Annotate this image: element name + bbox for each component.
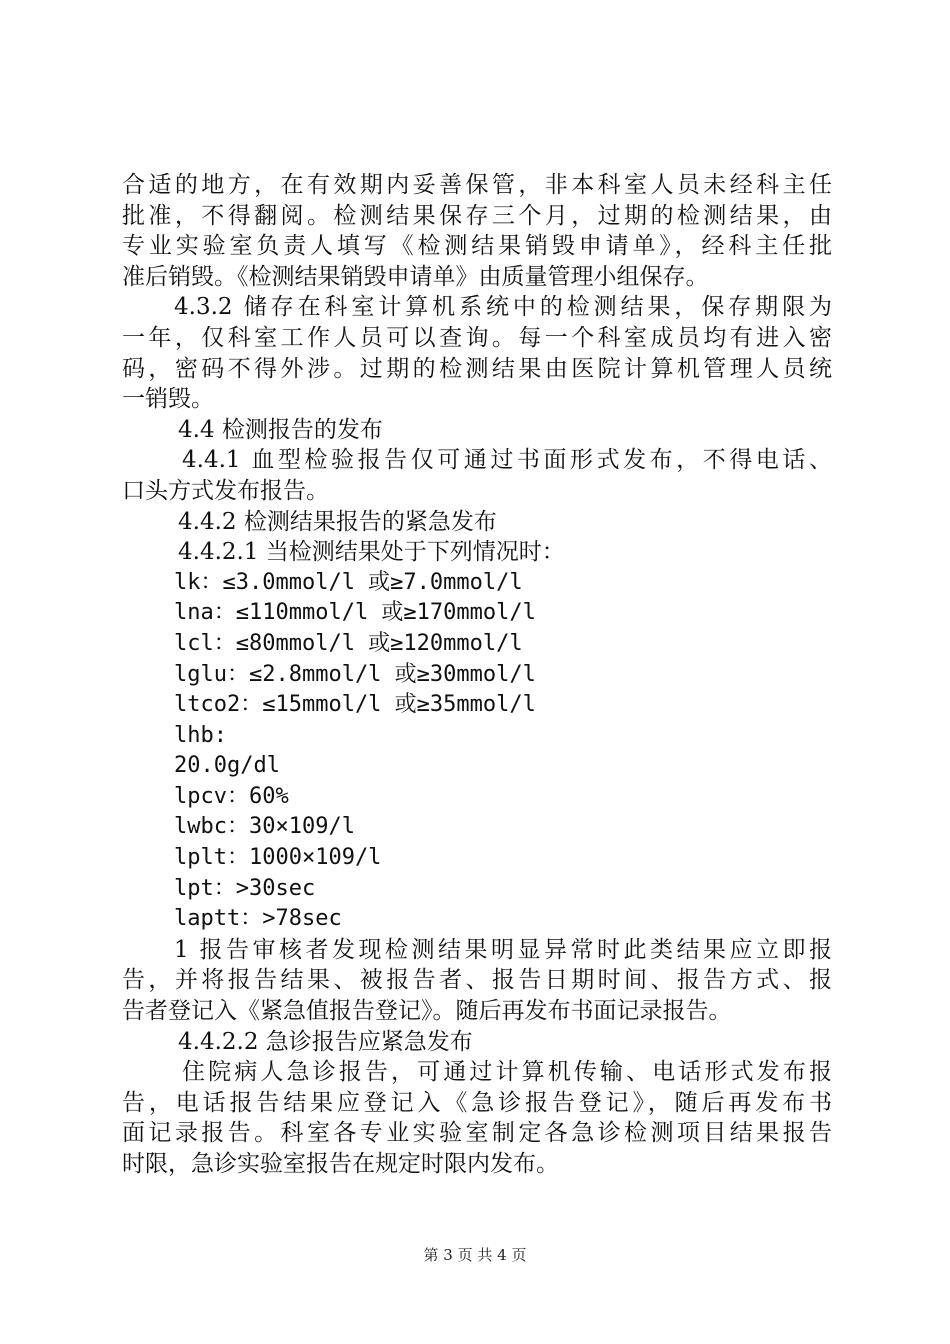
critical-value-item: 20.0g/dl	[174, 753, 280, 779]
text-line: 口头方式发布报告。	[122, 477, 329, 504]
text-line: 一年，仅科室工作人员可以查询。每一个科室成员均有进入密	[122, 324, 832, 351]
critical-value-item: lk：≤3.0mmol/l 或≥7.0mmol/l	[174, 569, 523, 595]
text-line: 专业实验室负责人填写《检测结果销毁申请单》，经科主任批	[122, 233, 832, 260]
critical-value-item: lglu：≤2.8mmol/l 或≥30mmol/l	[174, 661, 536, 687]
critical-value-item: lhb:	[174, 722, 227, 748]
page-footer: 第 3 页 共 4 页	[423, 1246, 527, 1264]
section-heading: 4.4 检测报告的发布	[178, 416, 383, 443]
text-line: 住院病人急诊报告，可通过计算机传输、电话形式发布报	[182, 1059, 832, 1086]
critical-value-item: lpt：>30sec	[174, 875, 316, 901]
section-heading: 4.4.2.2 急诊报告应紧急发布	[178, 1028, 473, 1055]
text-line: 一销毁。	[122, 386, 214, 413]
critical-value-item: lplt：1000×109/l	[174, 845, 382, 871]
critical-value-item: lwbc：30×109/l	[174, 814, 355, 840]
critical-value-item: lna：≤110mmol/l 或≥170mmol/l	[174, 600, 536, 626]
section-heading: 4.4.2.1 当检测结果处于下列情况时：	[178, 539, 565, 566]
text-line: 4.3.2 储存在科室计算机系统中的检测结果，保存期限为	[174, 294, 832, 321]
text-line: 告，电话报告结果应登记入《急诊报告登记》，随后再发布书	[122, 1089, 832, 1116]
section-heading: 4.4.2 检测结果报告的紧急发布	[178, 508, 497, 535]
critical-value-item: lpcv：60%	[174, 783, 289, 809]
text-line: 面记录报告。科室各专业实验室制定各急诊检测项目结果报告	[122, 1120, 832, 1147]
text-line: 准后销毁。《检测结果销毁申请单》由质量管理小组保存。	[122, 263, 709, 290]
critical-value-item: ltco2：≤15mmol/l 或≥35mmol/l	[174, 692, 536, 718]
text-line: 1 报告审核者发现检测结果明显异常时此类结果应立即报	[174, 936, 832, 963]
text-line: 4.4.1 血型检验报告仅可通过书面形式发布，不得电话、	[182, 447, 832, 474]
text-line: 告，并将报告结果、被报告者、报告日期时间、报告方式、报	[122, 967, 832, 994]
text-line: 合适的地方，在有效期内妥善保管，非本科室人员未经科主任	[122, 172, 832, 198]
document-body	[122, 170, 832, 1180]
text-line: 时限，急诊实验室报告在规定时限内发布。	[122, 1151, 559, 1177]
text-line: 码，密码不得外涉。过期的检测结果由医院计算机管理人员统	[122, 355, 832, 382]
text-line: 告者登记入《紧急值报告登记》。随后再发布书面记录报告。	[122, 998, 732, 1025]
text-line: 批准，不得翻阅。检测结果保存三个月，过期的检测结果，由	[122, 202, 832, 229]
critical-value-item: lcl：≤80mmol/l 或≥120mmol/l	[174, 630, 523, 656]
critical-value-item: laptt：>78sec	[174, 906, 342, 932]
